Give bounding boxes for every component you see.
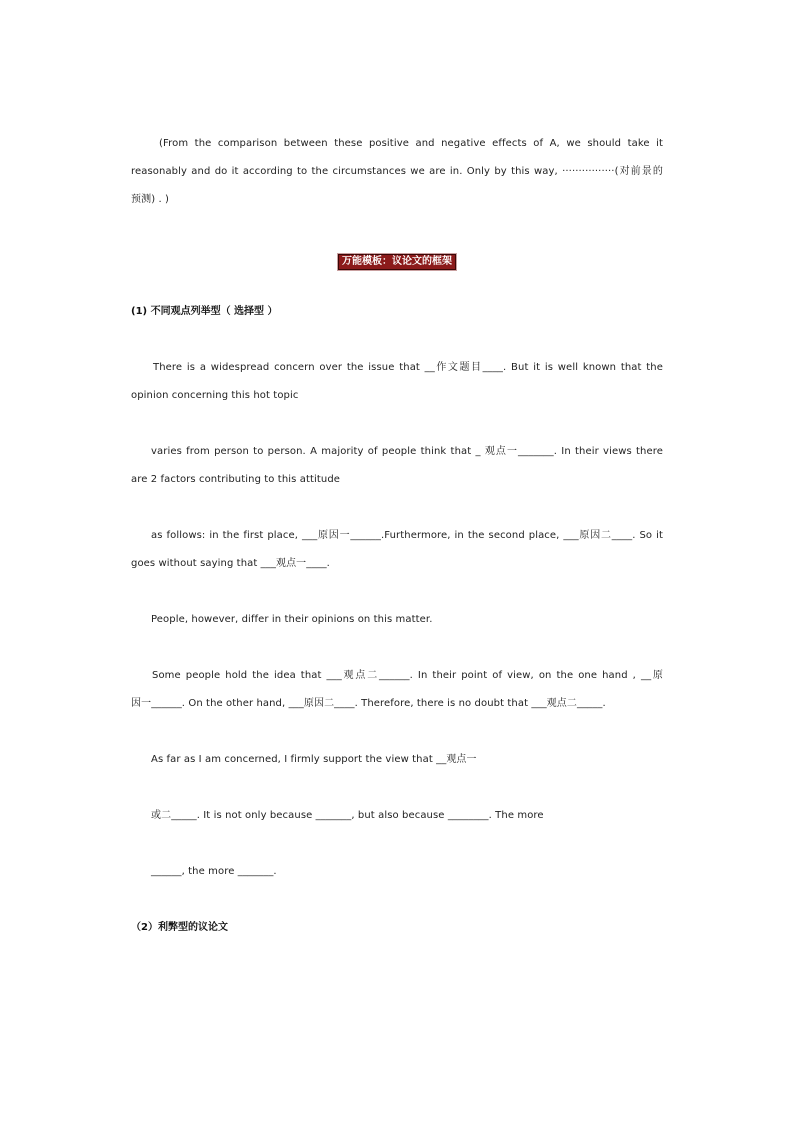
intro-line-2: reasonably and do it according to the circumstances we are in. Only by this way, ················(对前景的 <box>131 166 663 177</box>
paragraph-line: as follows: in the first place, ___原因一______.Furthermore, in the second place, ___原因二____. So it <box>151 530 663 541</box>
template-badge-container <box>0 249 794 270</box>
template-badge: 万能模板：议论文的框架 <box>338 254 456 270</box>
intro-line-1: (From the comparison between these positive and negative effects of A, we should take it <box>159 138 663 149</box>
paragraph-line: Some people hold the idea that ___观点二______. In their point of view, on the one hand , __原 <box>152 670 663 681</box>
paragraph-line: 因一______. On the other hand, ___原因二____. Therefore, there is no doubt that ___观点二_____. <box>131 698 606 709</box>
paragraph-line: varies from person to person. A majority of people think that _ 观点一_______. In their views there <box>151 446 663 457</box>
paragraph-line: There is a widespread concern over the issue that __作文题目____. But it is well known that the <box>153 362 663 373</box>
section-1-heading: (1) 不同观点列举型（ 选择型 ） <box>131 306 278 317</box>
paragraph-line: 或二_____. It is not only because _______, but also because ________. The more <box>151 810 544 821</box>
paragraph-line: are 2 factors contributing to this attitude <box>131 474 341 485</box>
intro-line-3: 预测) . ) <box>131 194 170 205</box>
paragraph-line: goes without saying that ___观点一____. <box>131 558 330 569</box>
section-2-heading: （2）利弊型的议论文 <box>131 922 228 933</box>
paragraph-line: As far as I am concerned, I firmly support the view that __观点一 <box>151 754 477 765</box>
paragraph-line: opinion concerning this hot topic <box>131 390 299 401</box>
paragraph-line: ______, the more _______. <box>151 866 277 877</box>
paragraph-line: People, however, differ in their opinions on this matter. <box>151 614 433 625</box>
